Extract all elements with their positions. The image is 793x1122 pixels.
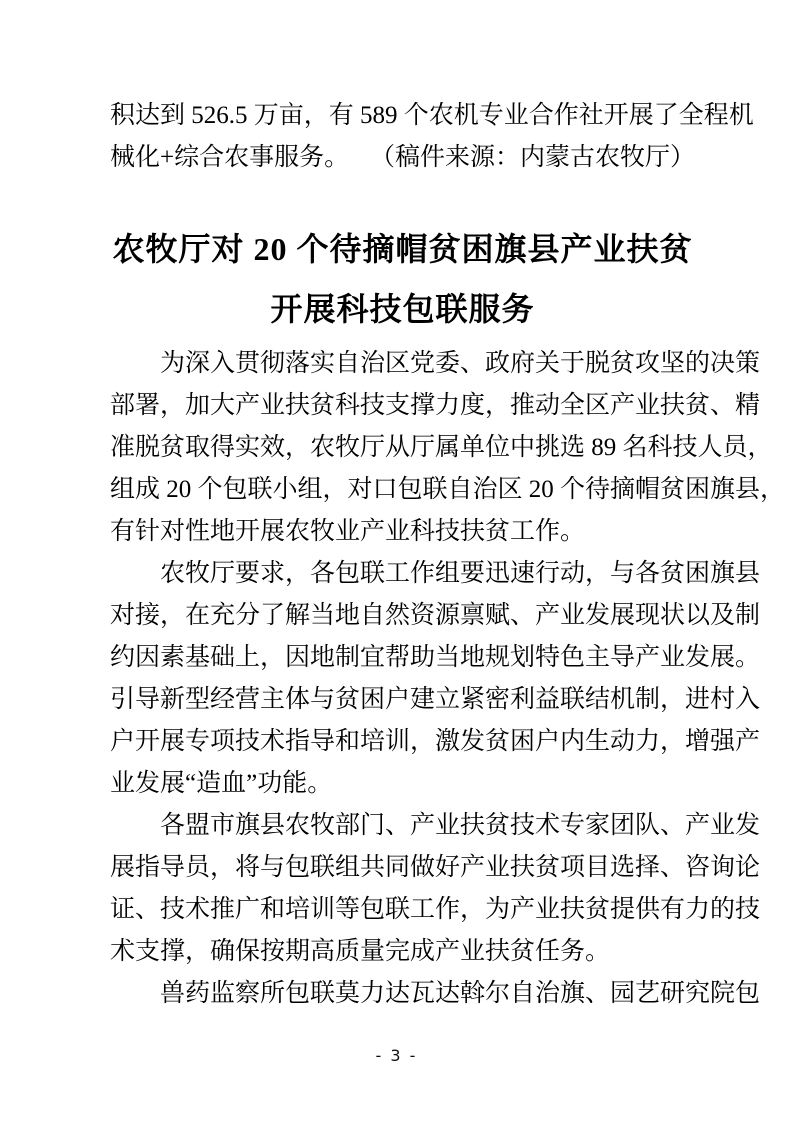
body-line: 证、技术推广和培训等包联工作，为产业扶贫提供有力的技 <box>110 896 761 923</box>
source-attribution: （稿件来源：内蒙古农牧厅） <box>369 144 695 171</box>
continued-article-closing-line <box>110 137 695 179</box>
body-line: 为深入贯彻落实自治区党委、政府关于脱贫攻坚的决策 <box>160 350 761 377</box>
body-line: 业发展“造血”功能。 <box>110 770 333 797</box>
body-line: 兽药监察所包联莫力达瓦达斡尔自治旗、园艺研究院包 <box>160 980 761 1007</box>
continued-article-line: 积达到 526.5 万亩，有 589 个农机专业合作社开展了全程机 <box>110 102 754 129</box>
article-title-line-2: 开展科技包联服务 <box>270 291 535 327</box>
body-line: 准脱贫取得实效，农牧厅从厅属单位中挑选 89 名科技人员， <box>110 434 773 461</box>
article-title <box>110 219 695 339</box>
body-line: 约因素基础上，因地制宜帮助当地规划特色主导产业发展。 <box>110 644 761 671</box>
page-number: - 3 - <box>375 1046 418 1065</box>
body-line: 部署，加大产业扶贫科技支撑力度，推动全区产业扶贫、精 <box>110 392 761 419</box>
page-content <box>110 95 786 1015</box>
body-line: 农牧厅要求，各包联工作组要迅速行动，与各贫困旗县 <box>160 560 761 587</box>
body-line: 引导新型经营主体与贫困户建立紧密利益联结机制，进村入 <box>110 686 761 713</box>
body-line: 术支撑，确保按期高质量完成产业扶贫任务。 <box>110 938 611 965</box>
article-title-line-1: 农牧厅对 20 个待摘帽贫困旗县产业扶贫 <box>112 231 693 267</box>
body-line: 户开展专项技术指导和培训，激发贫困户内生动力，增强产 <box>110 728 761 755</box>
body-line: 展指导员，将与包联组共同做好产业扶贫项目选择、咨询论 <box>110 854 761 881</box>
body-line: 组成 20 个包联小组，对口包联自治区 20 个待摘帽贫困旗县， <box>110 476 786 503</box>
body-line: 对接，在充分了解当地自然资源禀赋、产业发展现状以及制 <box>110 602 761 629</box>
body-line: 各盟市旗县农牧部门、产业扶贫技术专家团队、产业发 <box>160 812 761 839</box>
article-body <box>110 343 786 1015</box>
continued-article-closing-text: 械化+综合农事服务。 <box>110 144 350 171</box>
body-line: 有针对性地开展农牧业产业科技扶贫工作。 <box>110 518 586 545</box>
